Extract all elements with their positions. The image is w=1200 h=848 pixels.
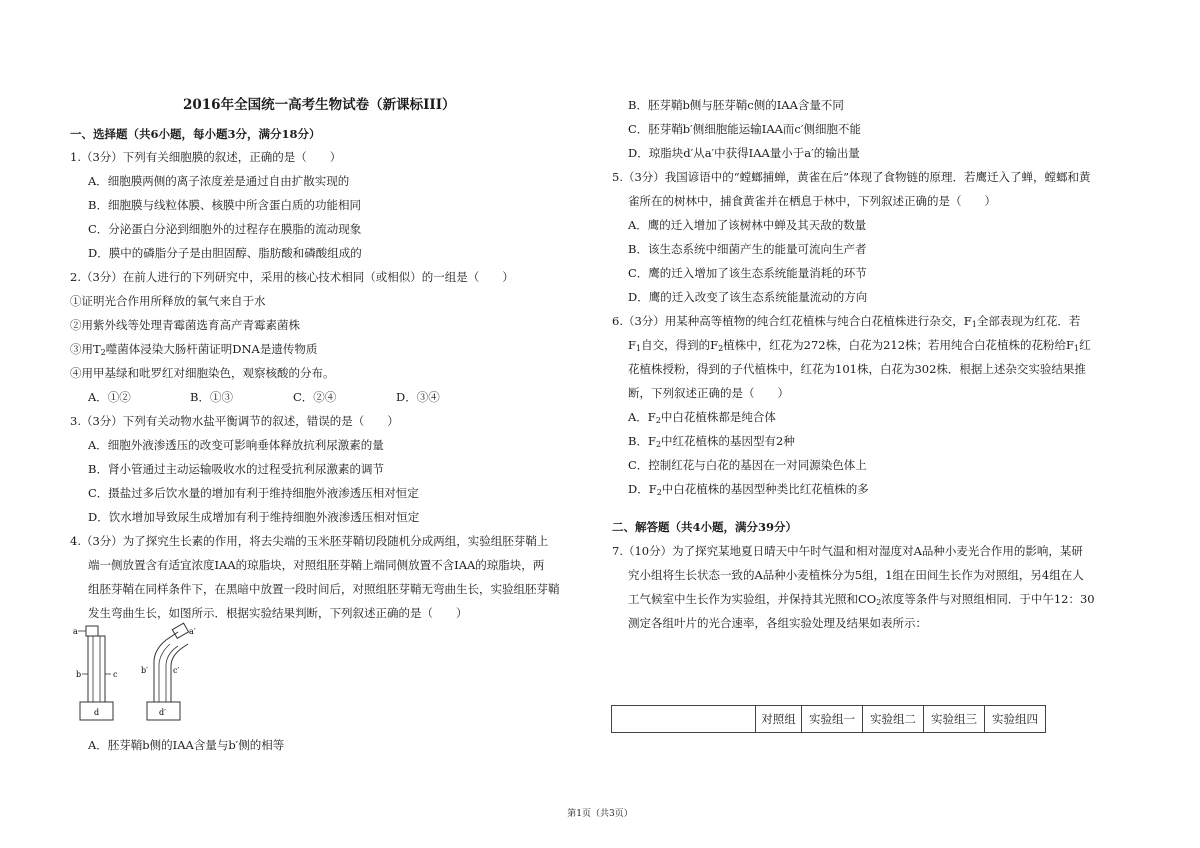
- q4-line-3: 组胚芽鞘在同样条件下，在黑暗中放置一段时间后，对照组胚芽鞘无弯曲生长，实验组胚芽鞘: [88, 582, 560, 596]
- q6-option-d: [628, 482, 869, 496]
- q6-line-2: [628, 338, 1091, 352]
- q6-line-2-sub2: 2: [718, 344, 724, 353]
- page-title: 2016年全国统一高考生物试卷（新课标III）: [183, 97, 456, 113]
- label-c: c: [113, 670, 118, 679]
- q2-item-4: ④用甲基绿和吡罗红对细胞染色，观察核酸的分布。: [70, 366, 335, 380]
- q6-line-2-sub3: 1: [1074, 344, 1080, 353]
- q6-option-a-2: 中白花植株都是纯合体: [660, 410, 776, 424]
- q1-option-a: A．细胞膜两侧的离子浓度差是通过自由扩散实现的: [88, 174, 350, 188]
- q6-option-b-1: B．F: [628, 434, 656, 448]
- q6-line-1-a: 6.（3分）用某种高等植物的纯合红花植株与纯合白花植株进行杂交，F: [612, 314, 972, 328]
- q3-option-d: D．饮水增加导致尿生成增加有利于维持细胞外液渗透压相对恒定: [88, 510, 420, 524]
- label-d-prime: d′: [159, 708, 166, 717]
- q1-option-d: D．膜中的磷脂分子是由胆固醇、脂肪酸和磷酸组成的: [88, 246, 362, 260]
- q4-line-4: 发生弯曲生长，如图所示．根据实验结果判断，下列叙述正确的是（ ）: [88, 606, 468, 620]
- q6-option-b: [628, 434, 795, 448]
- q6-line-2-a: F: [628, 338, 636, 352]
- label-a-prime: a′: [189, 627, 196, 636]
- q4-option-a: A．胚芽鞘b侧的IAA含量与b′侧的相等: [88, 738, 285, 752]
- left-coleoptile: [88, 636, 105, 702]
- table-header-cell: 对照组: [756, 706, 802, 733]
- q4-line-1: 4.（3分）为了探究生长素的作用，将去尖端的玉米胚芽鞘切段随机分成两组，实验组胚芽鞘上: [70, 534, 549, 548]
- results-table: [611, 705, 1046, 733]
- q6-option-d-1: D．F: [628, 482, 657, 496]
- q6-option-d-2: 中白花植株的基因型种类比红花植株的多: [661, 482, 869, 496]
- q6-option-a-1: A．F: [628, 410, 656, 424]
- q7-line-3-a: 工气候室中生长作为实验组，并保持其光照和CO: [628, 592, 877, 606]
- table-header-cell: [612, 706, 756, 733]
- q7-line-3: [628, 592, 1095, 606]
- page-footer: 第1页（共3页）: [567, 809, 633, 819]
- q2-stem: 2.（3分）在前人进行的下列研究中，采用的核心技术相同（或相似）的一组是（ ）: [70, 270, 514, 284]
- q3-option-c: C．摄盐过多后饮水量的增加有利于维持细胞外液渗透压相对恒定: [88, 486, 419, 500]
- q1-option-b: B．细胞膜与线粒体膜、核膜中所含蛋白质的功能相同: [88, 198, 361, 212]
- q6-line-1-b: 全部表现为红花．若: [976, 314, 1081, 328]
- q4-line-2: 端一侧放置含有适宜浓度IAA的琼脂块，对照组胚芽鞘上端同侧放置不含IAA的琼脂块，两: [88, 558, 545, 572]
- coleoptile-figure: [70, 622, 230, 722]
- label-b: b: [76, 670, 82, 679]
- table-header-cell: 实验组一: [802, 706, 863, 733]
- q3-option-b: B．肾小管通过主动运输吸收水的过程受抗利尿激素的调节: [88, 462, 384, 476]
- q6-option-a-sub: 2: [655, 416, 661, 425]
- table-header-cell: 实验组三: [924, 706, 985, 733]
- q2-option-c: C．②④: [293, 390, 337, 404]
- q6-line-2-b: 自交，得到的F: [641, 338, 719, 352]
- q6-option-a: [628, 410, 776, 424]
- section-heading-1: 一、选择题（共6小题，每小题3分，满分18分）: [70, 127, 321, 141]
- q5-line-1: 5.（3分）我国谚语中的“螳螂捕蝉，黄雀在后”体现了食物链的原理．若鹰迁入了蝉，螳螂和黄: [612, 170, 1091, 184]
- q6-line-2-sub1: 1: [635, 344, 642, 353]
- table-header-cell: 实验组四: [985, 706, 1046, 733]
- q2-item-3-sub: 2: [100, 348, 106, 357]
- q4-option-c: C．胚芽鞘b′侧细胞能运输IAA而c′侧细胞不能: [628, 122, 861, 136]
- q4-option-d: D．琼脂块d′从a′中获得IAA量小于a′的输出量: [628, 146, 860, 160]
- q5-option-d: D．鹰的迁入改变了该生态系统能量流动的方向: [628, 290, 868, 304]
- q1-option-c: C．分泌蛋白分泌到细胞外的过程存在膜脂的流动现象: [88, 222, 362, 236]
- q2-option-b: B．①③: [190, 390, 233, 404]
- table-header-row: [612, 706, 1046, 733]
- q7-line-1: 7.（10分）为了探究某地夏日晴天中午时气温和相对湿度对A品种小麦光合作用的影响，某研: [612, 544, 1083, 558]
- label-b-prime: b′: [141, 666, 148, 675]
- q6-option-b-2: 中红花植株的基因型有2种: [661, 434, 795, 448]
- right-agar-block-a: [172, 623, 188, 638]
- table-header-cell: 实验组二: [863, 706, 924, 733]
- q2-option-d: D．③④: [396, 390, 440, 404]
- q6-option-c: C．控制红花与白花的基因在一对同源染色体上: [628, 458, 867, 472]
- q7-line-4: 测定各组叶片的光合速率，各组实验处理及结果如表所示：: [628, 616, 927, 630]
- q6-line-1-sub: 1: [971, 320, 977, 329]
- q7-line-3-sub: 2: [876, 598, 882, 607]
- q6-line-2-d: 红: [1079, 338, 1091, 352]
- q5-option-b: B．该生态系统中细菌产生的能量可流向生产者: [628, 242, 867, 256]
- q2-item-1: ①证明光合作用所释放的氧气来自于水: [70, 294, 266, 308]
- q7-line-3-b: 浓度等条件与对照组相同．于中午12：30: [881, 592, 1095, 606]
- q4-option-b: B．胚芽鞘b侧与胚芽鞘c侧的IAA含量不同: [628, 98, 844, 112]
- q3-stem: 3.（3分）下列有关动物水盐平衡调节的叙述，错误的是（ ）: [70, 414, 399, 428]
- q2-item-3-text-a: ③用T: [70, 342, 101, 356]
- label-a: a: [73, 627, 78, 636]
- section-heading-2: 二、解答题（共4小题，满分39分）: [612, 520, 798, 534]
- left-agar-block-a: [86, 626, 98, 636]
- q6-option-d-sub: 2: [656, 488, 662, 497]
- q3-option-a: A．细胞外液渗透压的改变可影响垂体释放抗利尿激素的量: [88, 438, 384, 452]
- q1-stem: 1.（3分）下列有关细胞膜的叙述，正确的是（ ）: [70, 150, 342, 164]
- q2-option-a: A．①②: [88, 390, 131, 404]
- label-c-prime: c′: [173, 666, 180, 675]
- q2-item-3-text-b: 噬菌体浸染大肠杆菌证明DNA是遗传物质: [105, 342, 318, 356]
- q5-line-2: 雀所在的树林中，捕食黄雀并在栖息于林中，下列叙述正确的是（ ）: [628, 194, 996, 208]
- q7-line-2: 究小组将生长状态一致的A品种小麦植株分为5组，1组在田间生长作为对照组，另4组在人: [628, 568, 1084, 582]
- q6-line-4: 断，下列叙述正确的是（ ）: [628, 386, 789, 400]
- q6-line-2-c: 植株中，红花为272株，白花为212株；若用纯合白花植株的花粉给F: [723, 338, 1075, 352]
- label-d: d: [94, 708, 100, 717]
- q5-option-c: C．鹰的迁入增加了该生态系统能量消耗的环节: [628, 266, 867, 280]
- q2-item-3: [70, 342, 317, 356]
- q6-line-3: 花植株授粉，得到的子代植株中，红花为101株，白花为302株．根据上述杂交实验结果推: [628, 362, 1086, 376]
- q5-option-a: A．鹰的迁入增加了该树林中蝉及其天敌的数量: [628, 218, 867, 232]
- q6-line-1: [612, 314, 1080, 328]
- q6-option-b-sub: 2: [655, 440, 662, 449]
- q2-item-2: ②用紫外线等处理青霉菌选育高产青霉素菌株: [70, 318, 300, 332]
